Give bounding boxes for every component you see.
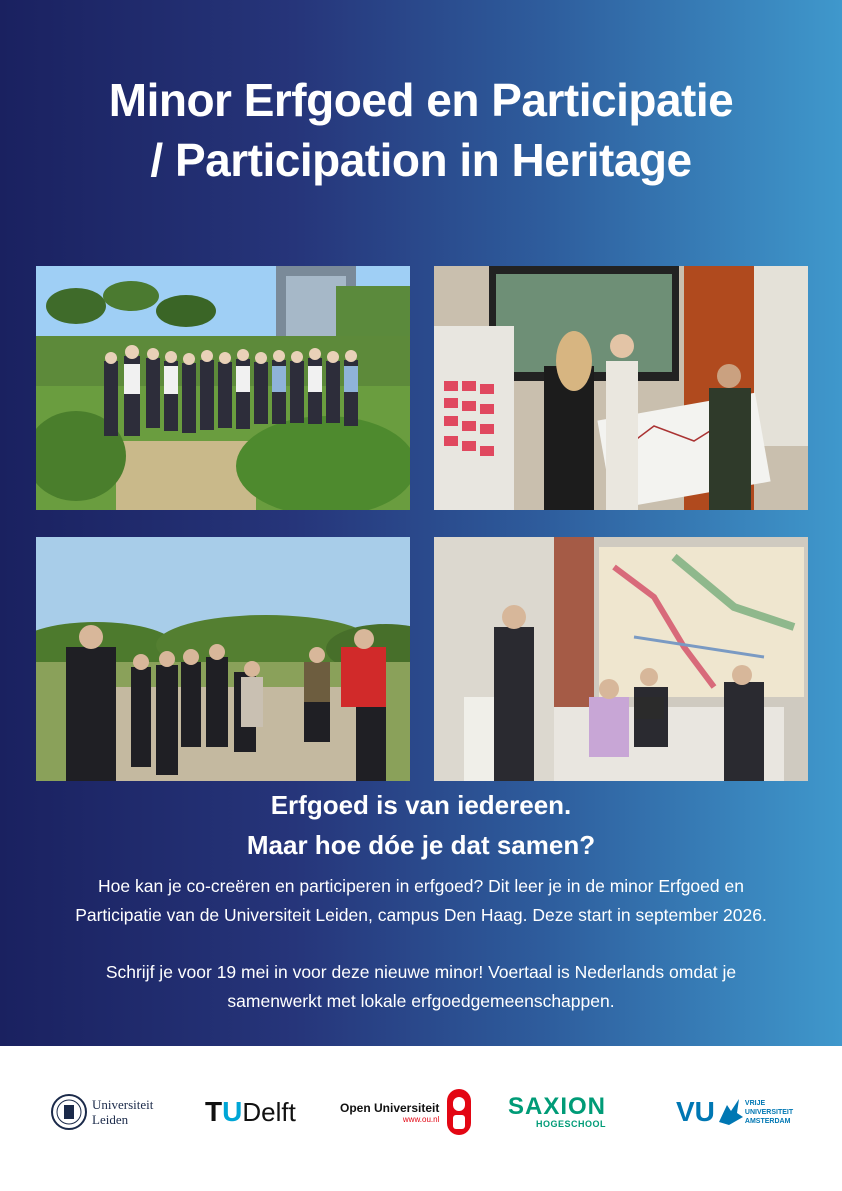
tagline-line-1: Erfgoed is van iedereen. [270,790,572,820]
leiden-name-line-2: Leiden [92,1112,129,1127]
signup-paragraph [40,958,802,1016]
tudelft-logo [205,1082,296,1142]
photo-map-room [434,537,808,781]
vu-sub-1: VRIJE [744,1099,766,1107]
leiden-seal-icon [50,1089,88,1135]
leiden-name-line-1: Universiteit [92,1097,154,1112]
tagline-line-2: Maar hoe dóe je dat samen? [246,830,596,860]
photo-group-garden [36,266,410,510]
tudelft-t: T [205,1096,223,1127]
saxion-sub: HOGESCHOOL [536,1119,607,1129]
title-line-2: / Participation in Heritage [150,134,692,186]
ou-url: www.ou.nl [402,1114,440,1124]
title-line-1: Minor Erfgoed en Participatie [108,74,734,126]
saxion-logo [508,1082,606,1142]
ou-name: Open Universiteit [340,1100,440,1115]
intro-paragraph [40,872,802,930]
signup-line-1: Schrijf je voor 19 mei in voor deze nieuwe minor! Voertaal is Nederlands omdat je [105,962,737,982]
vu-sub-2: UNIVERSITEIT [744,1108,794,1116]
photo-outdoor-excursion [36,537,410,781]
photo-classroom-screen [434,266,808,510]
griffin-icon [717,1097,743,1127]
vu-logo [676,1082,793,1142]
tudelft-delft: Delft [242,1096,296,1127]
saxion-name: SAXION [508,1093,607,1120]
vu-sub-3: AMSTERDAM [744,1117,791,1125]
vu-name: VU [676,1096,715,1127]
leiden-logo [50,1082,153,1142]
tudelft-u: U [222,1096,243,1127]
signup-line-2: samenwerkt met lokale erfgoedgemeenschappen. [227,991,615,1011]
poster-title [0,70,842,190]
ou-emblem-icon [444,1087,474,1137]
intro-line-1: Hoe kan je co-creëren en participeren in erfgoed? Dit leer je in de minor Erfgoed en [98,876,744,896]
open-universiteit-logo [340,1082,474,1142]
intro-line-2: Participatie van de Universiteit Leiden, campus Den Haag. Deze start in september 2026. [75,905,767,925]
